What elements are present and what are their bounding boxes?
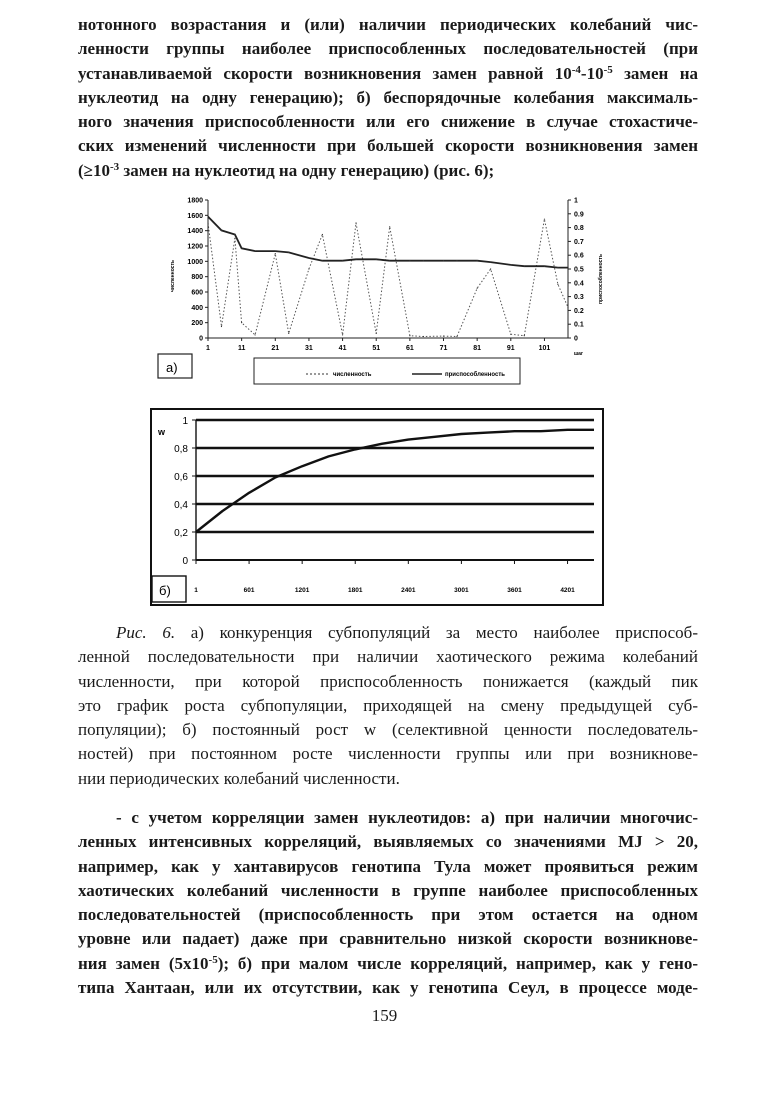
x-tick-label: 4201 [560,587,575,594]
figure-b-chart [150,408,605,608]
data-point [255,250,256,251]
text-line [78,159,698,183]
y-tick-label: 1200 [187,243,203,251]
y-tick-label: 1400 [187,228,203,236]
x-axis-label: шаг [574,351,584,357]
data-point [524,266,525,267]
text-line: нуклеотид на одну генерацию); б) беспорядочные колебания максималь- [78,87,698,107]
panel-label-a: а) [166,360,178,375]
text-fragment: а) конкуренция субпопуляций за место наиболее приспособ- [175,623,698,642]
paragraph-2 [78,806,698,1000]
data-point [490,268,491,269]
y-tick-label: 0 [182,556,188,567]
text-line: нотонного возрастания и (или) наличии периодических колебаний чис- [78,15,698,34]
text-line: хаотических колебаний численности в группе наиболее приспособленных [78,880,698,900]
superscript: -5 [603,63,613,76]
data-point [510,334,511,335]
y2-tick-label: 0 [574,335,578,343]
y2-tick-label: 0.9 [574,211,584,219]
x-tick-label: 3001 [454,587,469,594]
text-line: ленной последовательности при наличии хаотического режима колебаний [78,647,698,667]
y2-tick-label: 0.2 [574,307,584,315]
data-point [456,260,457,261]
text-line: ностей) при постоянном росте численности группы или при возникнове- [78,744,698,764]
text-line: ских изменений численности при большей скорости возникновения замен [78,136,698,156]
data-point [308,257,309,258]
data-point [443,260,444,261]
y2-tick-label: 0.3 [574,294,584,302]
y-tick-label: 0 [199,335,203,343]
y-tick-label: 0,8 [174,444,188,455]
text-line: численности, при которой приспособленность понижается (каждый пик [78,671,698,691]
x-tick-label: 21 [271,345,280,352]
data-point [342,260,343,261]
text-line [78,952,698,976]
data-point [275,250,276,251]
data-point [234,238,235,239]
data-point [557,284,558,285]
text-fragment: -10 [580,63,604,83]
series-line [208,219,568,336]
x-tick-label: 91 [506,345,515,352]
data-point [221,230,222,231]
x-tick-label: 11 [237,345,246,352]
data-point [376,259,377,260]
caption-lead: Рис. 6. [116,623,176,642]
data-point [288,252,289,253]
y2-tick-label: 0.8 [574,225,584,233]
data-point [409,260,410,261]
y-tick-label: 800 [191,274,203,282]
x-tick-label: 1 [206,345,210,352]
superscript: -4 [571,63,581,76]
text-fragment: ); б) при малом числе корреляций, например, как у гено- [217,953,698,973]
x-tick-label: 1801 [348,587,363,594]
y-tick-label: 0,4 [174,500,188,511]
y2-tick-label: 1 [574,197,578,205]
data-point [308,268,309,269]
text-line: нии периодических колебаний численности. [78,768,400,788]
text-line: ленных интенсивных корреляций, выявляемых со значениями MJ > 20, [78,832,698,852]
data-point [255,334,256,335]
data-point [355,259,356,260]
text-line: ного значения приспособленности или его снижение в случае стохастиче- [78,112,698,132]
y2-tick-label: 0.1 [574,321,584,329]
x-tick-label: 61 [405,345,414,352]
text-line: это график роста субпопуляции, приходящей на смену предыдущей суб- [78,695,698,715]
data-point [241,322,242,323]
panel-label-b: б) [159,583,171,598]
text-line: уровне или падает) даже при сравнительно низкой скорости возникнове- [78,929,698,949]
y-tick-label: 400 [191,304,203,312]
x-tick-label: 2401 [401,587,416,594]
text-line: последовательностей (приспособленность при этом остается на одном [78,905,698,925]
x-tick-label: 1 [194,587,198,594]
x-tick-label: 41 [338,345,347,352]
ylabel-left: численность [170,260,176,292]
text-line: типа Хантаан, или их отсутствии, как у генотипа Сеул, в процессе моде- [78,978,698,998]
y2-tick-label: 0.7 [574,238,584,246]
data-point [322,234,323,235]
y-tick-label: 0,6 [174,472,188,483]
text-fragment: (≥10 [78,160,110,180]
data-point [409,335,410,336]
text-fragment: ния замен (5х10 [78,953,209,973]
data-point [423,336,424,337]
legend-entry: приспособленность [445,372,505,378]
figure-a-chart [150,192,620,388]
data-point [456,336,457,337]
data-point [355,222,356,223]
y2-tick-label: 0.6 [574,252,584,260]
data-point [524,335,525,336]
data-point [234,234,235,235]
text-line [78,62,698,86]
legend-entry: численность [333,372,372,378]
x-tick-label: 71 [439,345,448,352]
legend-box [254,358,520,384]
x-tick-label: 3601 [507,587,522,594]
y-tick-label: 1600 [187,212,203,220]
data-point [557,267,558,268]
x-tick-label: 31 [305,345,313,352]
data-point [389,260,390,261]
data-point [544,266,545,267]
data-point [490,262,491,263]
x-tick-label: 101 [538,345,551,352]
data-point [241,248,242,249]
text-fragment: замен на нуклеотид на одну генерацию) (рис. 6); [119,160,495,180]
y-tick-label: 600 [191,289,203,297]
page-number: 159 [371,1006,398,1025]
superscript: -3 [110,160,120,173]
text-line [78,621,698,645]
text-line: - с учетом корреляции замен нуклеотидов: а) при наличии многочис- [116,808,698,827]
y-tick-label: 1000 [187,258,203,266]
y-tick-label: 1 [182,416,188,427]
data-point [275,253,276,254]
superscript: -5 [208,953,218,966]
x-tick-label: 51 [372,345,381,352]
text-fragment: устанавливаемой скорости возникновения замен равной 10 [78,63,572,83]
y2-tick-label: 0.5 [574,266,584,274]
x-tick-label: 81 [473,345,482,352]
text-fragment: замен на [612,63,698,83]
data-point [389,226,390,227]
data-point [477,260,478,261]
text-line: популяции); б) постоянный рост w (селективной ценности последователь- [78,720,698,740]
text-line: например, как у хантавирусов генотипа Тула может проявиться режим [78,856,698,876]
data-point [221,326,222,327]
y2-tick-label: 0.4 [574,280,584,288]
data-point [376,333,377,334]
y-tick-label: 0,2 [174,528,188,539]
data-point [510,264,511,265]
figure-caption [78,621,698,791]
plot-frame [151,409,603,605]
x-tick-label: 1201 [294,587,310,594]
data-point [342,334,343,335]
y-tick-label: 1800 [187,197,203,205]
data-point [322,260,323,261]
y-tick-label: 200 [191,320,203,328]
data-point [288,333,289,334]
y-axis-label: w [158,427,166,437]
data-point [423,260,424,261]
paragraph-1 [78,13,698,183]
text-line: ленности группы наиболее приспособленных последовательностей (при [78,39,698,59]
data-point [443,335,444,336]
data-point [544,219,545,220]
data-point [477,288,478,289]
ylabel-right: приспособленность [598,254,604,304]
x-tick-label: 601 [243,587,255,594]
